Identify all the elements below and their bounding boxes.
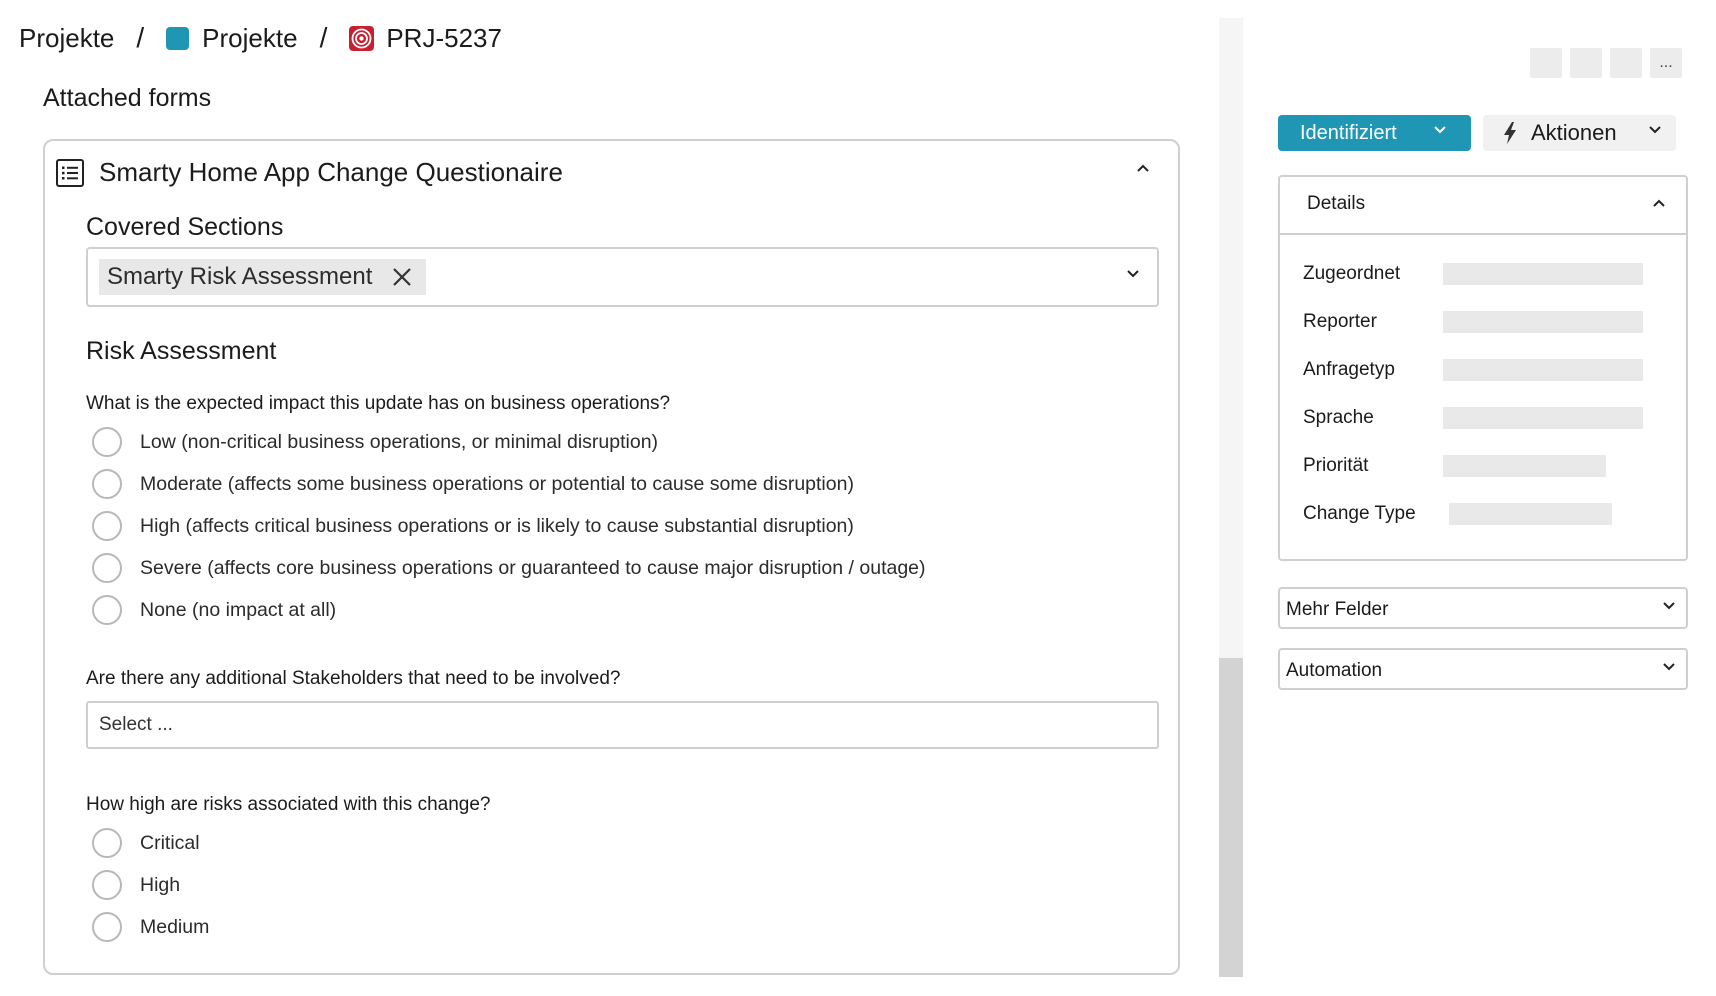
- question-impact: What is the expected impact this update has on business operations?: [86, 393, 671, 414]
- radio-button[interactable]: [92, 469, 122, 499]
- scrollbar-thumb[interactable]: [1219, 658, 1243, 977]
- form-list-icon: [55, 158, 85, 188]
- toolbar-button[interactable]: [1530, 48, 1562, 78]
- more-fields-section[interactable]: [1278, 587, 1688, 629]
- field-row-reporter[interactable]: [1303, 311, 1643, 333]
- automation-label: Automation: [1286, 660, 1383, 681]
- more-options-button[interactable]: ...: [1650, 48, 1682, 78]
- stakeholders-select[interactable]: Select ...: [86, 701, 1159, 749]
- radio-button[interactable]: [92, 511, 122, 541]
- question-risk-level: How high are risks associated with this change?: [86, 794, 491, 815]
- details-header[interactable]: [1280, 177, 1686, 235]
- project-avatar-icon: [166, 27, 189, 50]
- radio-option-impact-severe[interactable]: [92, 553, 926, 583]
- form-title: Smarty Home App Change Questionaire: [99, 157, 563, 187]
- field-value-placeholder: [1443, 311, 1643, 333]
- chevron-down-icon: [1433, 125, 1447, 134]
- target-icon: [349, 26, 374, 51]
- field-row-change-type[interactable]: [1303, 503, 1612, 525]
- radio-label: High: [140, 873, 181, 896]
- radio-option-impact-low[interactable]: [92, 427, 658, 457]
- section-chip-label: Smarty Risk Assessment: [107, 263, 373, 290]
- field-label: Change Type: [1303, 503, 1416, 524]
- radio-button[interactable]: [92, 553, 122, 583]
- radio-label: Low (non-critical business operations, or minimal disruption): [140, 430, 659, 453]
- scrollbar-track[interactable]: [1219, 18, 1243, 977]
- field-label: Reporter: [1303, 311, 1377, 332]
- lightning-icon: [1501, 122, 1519, 144]
- radio-label: Critical: [140, 831, 200, 854]
- details-title: Details: [1307, 193, 1366, 214]
- field-row-priority[interactable]: [1303, 455, 1606, 477]
- field-label: Sprache: [1303, 407, 1374, 428]
- radio-label: High (affects critical business operations or is likely to cause substantial disruption): [140, 514, 854, 537]
- radio-button[interactable]: [92, 912, 122, 942]
- actions-label: Aktionen: [1531, 120, 1617, 145]
- radio-option-impact-high[interactable]: [92, 511, 854, 541]
- radio-option-risk-critical[interactable]: [92, 828, 200, 858]
- chevron-up-icon: [1136, 164, 1150, 173]
- breadcrumb-separator: /: [319, 22, 328, 53]
- actions-button[interactable]: [1483, 115, 1676, 151]
- close-icon: [392, 267, 412, 287]
- covered-sections-select[interactable]: [86, 247, 1159, 307]
- toolbar-button[interactable]: [1570, 48, 1602, 78]
- toolbar-button[interactable]: [1610, 48, 1642, 78]
- breadcrumb-issue[interactable]: [349, 23, 502, 54]
- field-label: Priorität: [1303, 455, 1369, 476]
- chevron-up-icon: [1652, 199, 1666, 208]
- field-label: Anfragetyp: [1303, 359, 1395, 380]
- section-chip: [99, 259, 426, 295]
- covered-sections-dropdown-toggle[interactable]: [1123, 263, 1143, 283]
- chevron-down-icon: [1126, 269, 1140, 278]
- breadcrumb: [19, 22, 502, 54]
- more-fields-label: Mehr Felder: [1286, 599, 1389, 620]
- field-value-placeholder: [1449, 503, 1612, 525]
- breadcrumb-project-label: Projekte: [202, 22, 298, 53]
- radio-button[interactable]: [92, 828, 122, 858]
- field-value-placeholder: [1443, 407, 1643, 429]
- covered-sections-label: Covered Sections: [86, 213, 284, 241]
- automation-section[interactable]: [1278, 648, 1688, 690]
- attached-forms-heading: Attached forms: [43, 84, 212, 112]
- details-panel: [1278, 175, 1688, 561]
- form-collapse-button[interactable]: [1132, 157, 1154, 179]
- chevron-down-icon: [1662, 662, 1676, 671]
- radio-option-risk-medium[interactable]: [92, 912, 209, 942]
- radio-label: None (no impact at all): [140, 598, 337, 621]
- question-stakeholders: Are there any additional Stakeholders that need to be involved?: [86, 668, 621, 689]
- risk-assessment-heading: Risk Assessment: [86, 337, 277, 365]
- breadcrumb-issue-key: PRJ-5237: [386, 22, 502, 53]
- field-label: Zugeordnet: [1303, 263, 1401, 284]
- radio-label: Moderate (affects some business operations or potential to cause some disruption): [140, 472, 854, 495]
- field-row-language[interactable]: [1303, 407, 1643, 429]
- radio-option-impact-moderate[interactable]: [92, 469, 854, 499]
- field-value-placeholder: [1443, 263, 1643, 285]
- chevron-down-icon: [1648, 125, 1662, 134]
- remove-chip-button[interactable]: [390, 265, 414, 289]
- status-button[interactable]: [1278, 115, 1471, 151]
- breadcrumb-separator: /: [136, 22, 145, 53]
- breadcrumb-root[interactable]: Projekte: [19, 22, 115, 53]
- field-value-placeholder: [1443, 359, 1643, 381]
- field-row-request-type[interactable]: [1303, 359, 1643, 381]
- field-value-placeholder: [1443, 455, 1606, 477]
- breadcrumb-project[interactable]: [166, 23, 297, 54]
- radio-option-impact-none[interactable]: [92, 595, 336, 625]
- chevron-down-icon: [1662, 601, 1676, 610]
- radio-button[interactable]: [92, 870, 122, 900]
- status-label: Identifiziert: [1300, 121, 1397, 144]
- form-card: [43, 139, 1180, 975]
- issue-toolbar: [1530, 48, 1682, 78]
- radio-option-risk-high[interactable]: [92, 870, 180, 900]
- radio-button[interactable]: [92, 595, 122, 625]
- radio-label: Medium: [140, 915, 210, 938]
- field-row-assignee[interactable]: [1303, 263, 1643, 285]
- form-header: [55, 157, 563, 188]
- radio-label: Severe (affects core business operations or guaranteed to cause major disruption / outage): [140, 556, 926, 579]
- radio-button[interactable]: [92, 427, 122, 457]
